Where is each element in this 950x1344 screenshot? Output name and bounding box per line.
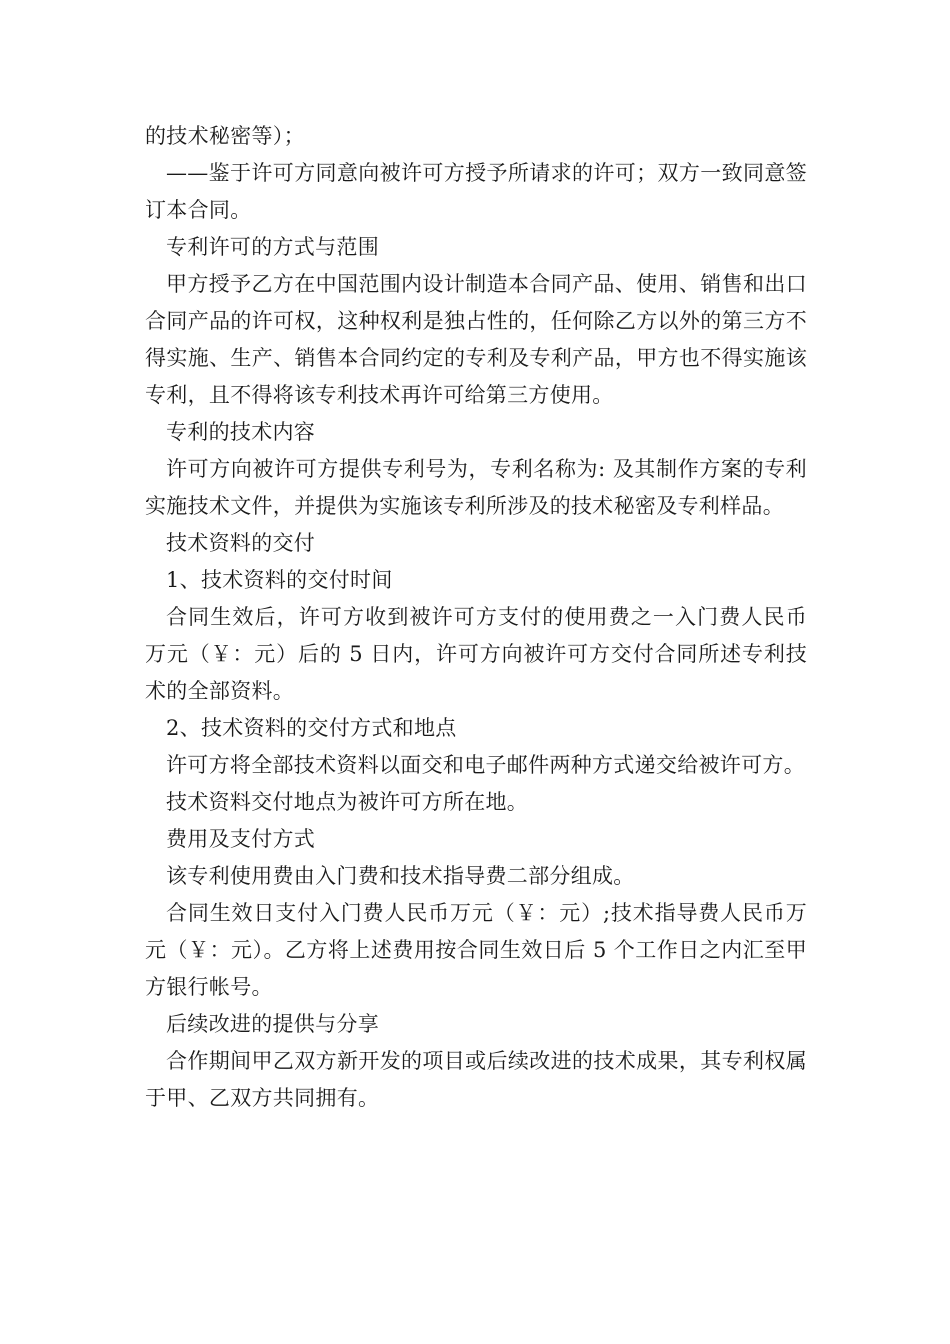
- section-heading-improvements: 后续改进的提供与分享: [166, 1012, 379, 1036]
- section-heading-license-scope: 专利许可的方式与范围: [166, 235, 379, 259]
- paragraph-12: 技术资料交付地点为被许可方所在地。: [166, 790, 529, 814]
- paragraph-2: ——鉴于许可方同意向被许可方授予所请求的许可；双方一致同意签订本合同。: [145, 161, 807, 222]
- paragraph-1: 的技术秘密等）；: [145, 124, 305, 148]
- paragraph-15: 合同生效日支付入门费人民币万元（￥：元）;技术指导费人民币万元（￥：元）。乙方将上述费用按合同生效日后 5 个工作日之内汇至甲方银行帐号。: [145, 901, 807, 999]
- subheading-delivery-method: 2、技术资料的交付方式和地点: [166, 716, 457, 740]
- paragraph-17: 合作期间甲乙双方新开发的项目或后续改进的技术成果，其专利权属于甲、乙双方共同拥有。: [145, 1049, 807, 1110]
- paragraph-4: 甲方授予乙方在中国范围内设计制造本合同产品、使用、销售和出口合同产品的许可权，这种权利是独占性的，任何除乙方以外的第三方不得实施、生产、销售本合同约定的专利及专利产品，甲方也不得实施该专利，且不得将该专利技术再许可给第三方使用。: [145, 272, 807, 407]
- document-body: [145, 118, 807, 1117]
- paragraph-9: 合同生效后，许可方收到被许可方支付的使用费之一入门费人民币 万元（￥：元）后的 5 日内，许可方向被许可方交付合同所述专利技术的全部资料。: [145, 605, 807, 703]
- section-heading-fees: 费用及支付方式: [166, 827, 316, 851]
- paragraph-6: 许可方向被许可方提供专利号为，专利名称为: 及其制作方案的专利实施技术文件，并提供为实施该专利所涉及的技术秘密及专利样品。: [145, 457, 807, 518]
- subheading-delivery-time: 1、技术资料的交付时间: [166, 568, 393, 592]
- paragraph-14: 该专利使用费由入门费和技术指导费二部分组成。: [166, 864, 635, 888]
- paragraph-11: 许可方将全部技术资料以面交和电子邮件两种方式递交给被许可方。: [166, 753, 805, 777]
- section-heading-delivery: 技术资料的交付: [166, 531, 316, 555]
- section-heading-technical-content: 专利的技术内容: [166, 420, 316, 444]
